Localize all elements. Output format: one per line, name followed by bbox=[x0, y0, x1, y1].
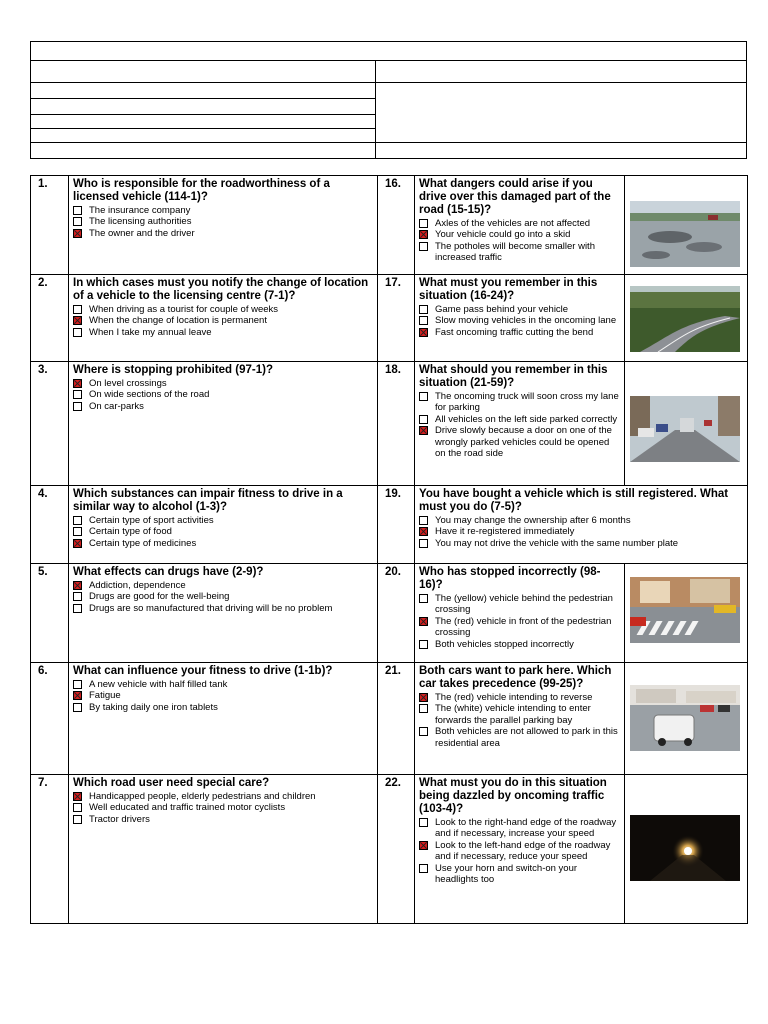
checkbox[interactable] bbox=[419, 242, 428, 251]
answer-text: Drugs are good for the well-being bbox=[89, 591, 230, 603]
question-number: 5. bbox=[31, 564, 69, 663]
answer-option bbox=[419, 863, 620, 886]
answer-option bbox=[419, 817, 620, 840]
checked-checkbox[interactable] bbox=[73, 379, 82, 388]
checkbox[interactable] bbox=[419, 392, 428, 401]
answer-option bbox=[419, 414, 620, 425]
answer-text: On wide sections of the road bbox=[89, 389, 210, 401]
question-cell bbox=[69, 176, 378, 275]
question-cell bbox=[69, 564, 378, 663]
header-divider bbox=[31, 60, 746, 61]
answer-text: By taking daily one iron tablets bbox=[89, 701, 218, 713]
question-text: Where is stopping prohibited (97-1)? bbox=[73, 364, 273, 376]
answer-option bbox=[73, 580, 373, 591]
answer-option bbox=[419, 840, 620, 863]
checkbox[interactable] bbox=[73, 703, 82, 712]
checkbox[interactable] bbox=[73, 305, 82, 314]
answer-text: Fatigue bbox=[89, 690, 121, 702]
answer-text: When driving as a tourist for couple of weeks bbox=[89, 304, 279, 315]
checkbox[interactable] bbox=[73, 815, 82, 824]
quiz-row bbox=[31, 275, 748, 362]
answer-text: All vehicles on the left side parked correctly bbox=[435, 413, 618, 425]
answer-option bbox=[419, 726, 620, 749]
question-photo bbox=[630, 685, 740, 751]
answer-text: The potholes will become smaller with increased traffic bbox=[435, 240, 595, 264]
question-photo bbox=[630, 396, 740, 462]
question-text: In which cases must you notify the change of location of a vehicle to the licensing centre (7-1)? bbox=[73, 277, 369, 302]
answer-text: The (red) vehicle in front of the pedestrian crossing bbox=[435, 615, 612, 639]
answer-text: Certain type of food bbox=[89, 526, 172, 538]
answer-option bbox=[419, 639, 620, 650]
question-text: What effects can drugs have (2-9)? bbox=[73, 566, 264, 578]
answer-option bbox=[73, 327, 373, 338]
question-text: What must you do in this situation being dazzled by oncoming traffic (103-4)? bbox=[419, 777, 607, 815]
checkbox[interactable] bbox=[73, 592, 82, 601]
question-number: 4. bbox=[31, 486, 69, 564]
answer-option bbox=[419, 526, 743, 537]
question-cell bbox=[415, 564, 625, 663]
question-number: 6. bbox=[31, 663, 69, 775]
checked-checkbox[interactable] bbox=[73, 229, 82, 238]
answer-text: Well educated and traffic trained motor cyclists bbox=[89, 802, 286, 814]
checked-checkbox[interactable] bbox=[419, 617, 428, 626]
question-cell bbox=[415, 775, 625, 924]
answer-text: When I take my annual leave bbox=[89, 326, 212, 338]
checkbox[interactable] bbox=[419, 864, 428, 873]
answer-option bbox=[419, 391, 620, 414]
quiz-row bbox=[31, 362, 748, 486]
answer-text: On car-parks bbox=[89, 400, 144, 412]
answer-text: When the change of location is permanent bbox=[89, 315, 267, 327]
answer-option bbox=[73, 515, 373, 526]
answer-text: Both vehicles are not allowed to park in this residential area bbox=[435, 726, 618, 749]
checked-checkbox[interactable] bbox=[419, 426, 428, 435]
checkbox[interactable] bbox=[419, 704, 428, 713]
question-number: 7. bbox=[31, 775, 69, 924]
photo-cell bbox=[625, 176, 748, 275]
answer-option bbox=[419, 304, 620, 315]
answer-option bbox=[73, 401, 373, 412]
answer-option bbox=[73, 814, 373, 825]
answer-text: Both vehicles stopped incorrectly bbox=[435, 638, 574, 650]
photo-cell bbox=[625, 775, 748, 924]
question-photo bbox=[630, 201, 740, 267]
checked-checkbox[interactable] bbox=[419, 841, 428, 850]
checked-checkbox[interactable] bbox=[73, 316, 82, 325]
question-cell bbox=[69, 275, 378, 362]
answer-text: The insurance company bbox=[89, 205, 191, 216]
question-text: What must you remember in this situation (16-24)? bbox=[419, 277, 598, 302]
answer-option bbox=[73, 538, 373, 549]
answer-option bbox=[73, 802, 373, 813]
answer-option bbox=[419, 692, 620, 703]
answer-option bbox=[419, 616, 620, 639]
answer-text: A new vehicle with half filled tank bbox=[89, 679, 228, 690]
question-number: 16. bbox=[378, 176, 415, 275]
answer-option bbox=[419, 593, 620, 616]
answer-option bbox=[419, 229, 620, 240]
question-text: Who has stopped incorrectly (98-16)? bbox=[419, 566, 601, 591]
quiz-table bbox=[30, 175, 748, 924]
answer-text: On level crossings bbox=[89, 378, 167, 389]
header-divider bbox=[31, 128, 375, 129]
checkbox[interactable] bbox=[419, 640, 428, 649]
answer-option bbox=[419, 327, 620, 338]
checked-checkbox[interactable] bbox=[73, 539, 82, 548]
answer-text: Your vehicle could go into a skid bbox=[435, 229, 571, 241]
answer-option bbox=[73, 216, 373, 227]
header-divider bbox=[31, 114, 375, 115]
question-number: 2. bbox=[31, 275, 69, 362]
checkbox[interactable] bbox=[73, 390, 82, 399]
question-text: What dangers could arise if you drive over this damaged part of the road (15-15)? bbox=[419, 178, 611, 216]
answer-text: Look to the left-hand edge of the roadway and if necessary, reduce your speed bbox=[435, 839, 611, 863]
checkbox[interactable] bbox=[419, 415, 428, 424]
answer-option bbox=[73, 603, 373, 614]
header-divider bbox=[31, 98, 375, 99]
answer-option bbox=[419, 425, 620, 459]
answer-text: Axles of the vehicles are not affected bbox=[435, 218, 591, 229]
answer-option bbox=[73, 228, 373, 239]
answer-text: Have it re-registered immediately bbox=[435, 526, 575, 538]
answer-option bbox=[73, 690, 373, 701]
checkbox[interactable] bbox=[419, 219, 428, 228]
checkbox[interactable] bbox=[419, 516, 428, 525]
answer-option bbox=[419, 315, 620, 326]
answer-option bbox=[73, 378, 373, 389]
question-cell bbox=[69, 663, 378, 775]
answer-text: Slow moving vehicles in the oncoming lane bbox=[435, 315, 617, 327]
question-cell bbox=[415, 663, 625, 775]
question-text: What should you remember in this situation (21-59)? bbox=[419, 364, 608, 389]
quiz-row bbox=[31, 564, 748, 663]
checkbox[interactable] bbox=[73, 217, 82, 226]
question-cell bbox=[69, 486, 378, 564]
photo-cell bbox=[625, 564, 748, 663]
question-number: 22. bbox=[378, 775, 415, 924]
question-photo bbox=[630, 577, 740, 643]
checked-checkbox[interactable] bbox=[73, 792, 82, 801]
answer-text: Use your horn and switch-on your headlights too bbox=[435, 862, 578, 886]
question-cell bbox=[415, 362, 625, 486]
photo-cell bbox=[625, 275, 748, 362]
answer-option bbox=[73, 791, 373, 802]
question-number: 17. bbox=[378, 275, 415, 362]
answer-text: Handicapped people, elderly pedestrians and children bbox=[89, 791, 316, 802]
answer-option bbox=[73, 679, 373, 690]
question-text: Which road user need special care? bbox=[73, 777, 270, 789]
question-cell bbox=[415, 486, 748, 564]
answer-text: Drugs are so manufactured that driving will be no problem bbox=[89, 602, 333, 614]
question-cell bbox=[415, 275, 625, 362]
checked-checkbox[interactable] bbox=[73, 581, 82, 590]
quiz-row bbox=[31, 176, 748, 275]
checked-checkbox[interactable] bbox=[419, 328, 428, 337]
question-text: Who is responsible for the roadworthiness of a licensed vehicle (114-1)? bbox=[73, 178, 330, 203]
answer-option bbox=[73, 389, 373, 400]
answer-text: Fast oncoming traffic cutting the bend bbox=[435, 326, 594, 338]
checkbox[interactable] bbox=[419, 594, 428, 603]
checkbox[interactable] bbox=[73, 527, 82, 536]
checkbox[interactable] bbox=[419, 539, 428, 548]
answer-option bbox=[73, 205, 373, 216]
quiz-row bbox=[31, 775, 748, 924]
checkbox[interactable] bbox=[73, 680, 82, 689]
question-photo bbox=[630, 815, 740, 881]
answer-option bbox=[73, 702, 373, 713]
answer-text: Tractor drivers bbox=[89, 813, 150, 825]
answer-option bbox=[419, 538, 743, 549]
answer-option bbox=[419, 218, 620, 229]
answer-text: Look to the right-hand edge of the roadway and if necessary, increase your speed bbox=[435, 817, 617, 840]
checkbox[interactable] bbox=[73, 328, 82, 337]
answer-option bbox=[419, 515, 743, 526]
answer-text: Game pass behind your vehicle bbox=[435, 304, 569, 315]
header-divider bbox=[31, 82, 746, 83]
question-photo bbox=[630, 286, 740, 352]
question-number: 21. bbox=[378, 663, 415, 775]
answer-text: The oncoming truck will soon cross my lane for parking bbox=[435, 391, 619, 414]
checked-checkbox[interactable] bbox=[73, 691, 82, 700]
answer-text: Certain type of medicines bbox=[89, 537, 197, 549]
answer-text: The (white) vehicle intending to enter forwards the parallel parking bay bbox=[435, 703, 591, 726]
question-number: 1. bbox=[31, 176, 69, 275]
checkbox[interactable] bbox=[419, 305, 428, 314]
answer-text: Addiction, dependence bbox=[89, 580, 186, 591]
answer-text: You may not drive the vehicle with the same number plate bbox=[435, 537, 679, 549]
question-text: Which substances can impair fitness to drive in a similar way to alcohol (1-3)? bbox=[73, 488, 343, 513]
header-form bbox=[30, 41, 747, 159]
answer-option bbox=[73, 591, 373, 602]
checkbox[interactable] bbox=[73, 604, 82, 613]
question-text: Both cars want to park here. Which car takes precedence (99-25)? bbox=[419, 665, 612, 690]
checkbox[interactable] bbox=[419, 727, 428, 736]
checkbox[interactable] bbox=[73, 516, 82, 525]
question-number: 3. bbox=[31, 362, 69, 486]
answer-text: You may change the ownership after 6 months bbox=[435, 515, 631, 526]
checkbox[interactable] bbox=[73, 206, 82, 215]
answer-text: Certain type of sport activities bbox=[89, 515, 214, 526]
answer-option bbox=[419, 703, 620, 726]
question-cell bbox=[69, 362, 378, 486]
answer-option bbox=[419, 241, 620, 264]
answer-text: The (yellow) vehicle behind the pedestrian crossing bbox=[435, 593, 613, 616]
question-cell bbox=[69, 775, 378, 924]
question-text: What can influence your fitness to drive (1-1b)? bbox=[73, 665, 333, 677]
checkbox[interactable] bbox=[419, 316, 428, 325]
question-cell bbox=[415, 176, 625, 275]
answer-text: The licensing authorities bbox=[89, 216, 192, 228]
photo-cell bbox=[625, 663, 748, 775]
checked-checkbox[interactable] bbox=[419, 230, 428, 239]
answer-text: Drive slowly because a door on one of the wrongly parked vehicles could be opened on the road side bbox=[435, 425, 612, 460]
header-column-divider bbox=[375, 60, 376, 158]
checkbox[interactable] bbox=[73, 803, 82, 812]
answer-option bbox=[73, 526, 373, 537]
answer-text: The owner and the driver bbox=[89, 227, 195, 239]
quiz-row bbox=[31, 486, 748, 564]
photo-cell bbox=[625, 362, 748, 486]
question-number: 20. bbox=[378, 564, 415, 663]
answer-text: The (red) vehicle intending to reverse bbox=[435, 692, 593, 703]
question-number: 19. bbox=[378, 486, 415, 564]
header-divider bbox=[31, 142, 746, 143]
question-text: You have bought a vehicle which is still registered. What must you do (7-5)? bbox=[419, 488, 729, 513]
answer-option bbox=[73, 304, 373, 315]
checked-checkbox[interactable] bbox=[419, 693, 428, 702]
answer-option bbox=[73, 315, 373, 326]
question-number: 18. bbox=[378, 362, 415, 486]
quiz-row bbox=[31, 663, 748, 775]
checked-checkbox[interactable] bbox=[419, 527, 428, 536]
checkbox[interactable] bbox=[73, 402, 82, 411]
checkbox[interactable] bbox=[419, 818, 428, 827]
